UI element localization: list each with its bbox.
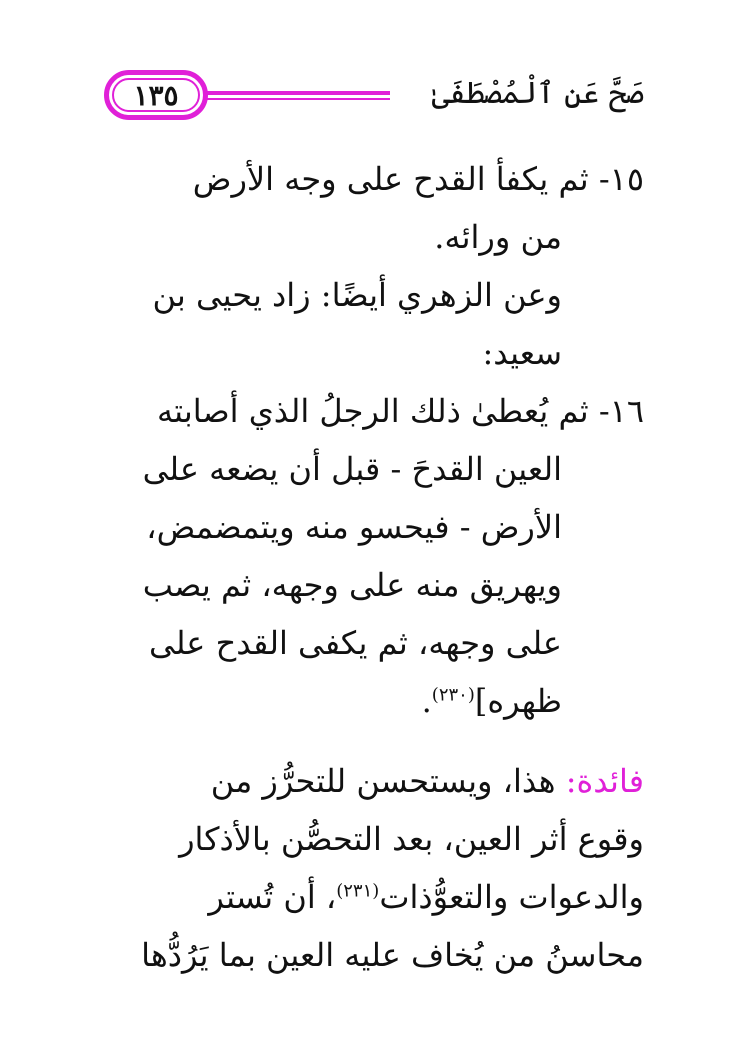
header-rule-thin: [206, 98, 390, 100]
faida-text: ، أن تُستر: [208, 878, 337, 916]
header-rule: [206, 91, 390, 95]
faida-line-2: وقوع أثر العين، بعد التحصُّن بالأذكار: [179, 820, 644, 858]
running-title: صَحَّ عَنِ ٱلْمُصْطَفَىٰ: [431, 76, 644, 111]
paragraph-gap: [96, 730, 644, 752]
item-number: ١٥-: [598, 160, 644, 198]
item-15-continuation: من ورائه.: [434, 218, 562, 256]
item-text: ثم يكفأ القدح على وجه الأرض: [192, 160, 589, 198]
item-number: ١٦-: [598, 392, 644, 430]
item-16-line: ويهريق منه على وجهه، ثم يصب: [142, 566, 562, 604]
page-number-badge: [104, 70, 208, 120]
page-number: ١٣٥: [133, 78, 179, 112]
faida-line-3: [96, 868, 644, 926]
item-text: ثم يُعطىٰ ذلك الرجلُ الذي أصابته: [157, 392, 589, 430]
page-body: [96, 150, 644, 984]
item-16-last-line: [96, 672, 562, 730]
item-16-line: على وجهه، ثم يكفى القدح على: [149, 624, 562, 662]
item-16-last-text: ظهره]: [474, 682, 562, 720]
faida-line-4: محاسنُ من يُخاف عليه العين بما يَرُدُّها: [141, 936, 644, 974]
item-16: [96, 382, 644, 440]
footnote-ref[interactable]: (٢٣٠): [431, 684, 475, 706]
item-15: [96, 150, 644, 208]
page-header: [0, 0, 744, 140]
faida-text: والدعوات والتعوُّذات: [379, 878, 644, 916]
item-16-line: الأرض - فيحسو منه ويتمضمض،: [146, 508, 562, 546]
item-16-line: العين القدحَ - قبل أن يضعه على: [142, 450, 562, 488]
zuhri-paragraph: وعن الزهري أيضًا: زاد يحيى بن: [152, 276, 562, 314]
footnote-ref[interactable]: (٢٣١): [336, 880, 380, 902]
faida-label: فائدة:: [565, 762, 644, 800]
faida-line-1: [96, 752, 644, 810]
sentence-end: .: [421, 682, 432, 720]
zuhri-continuation: سعيد:: [482, 334, 562, 372]
faida-text: هذا، ويستحسن للتحرُّز من: [210, 762, 556, 800]
